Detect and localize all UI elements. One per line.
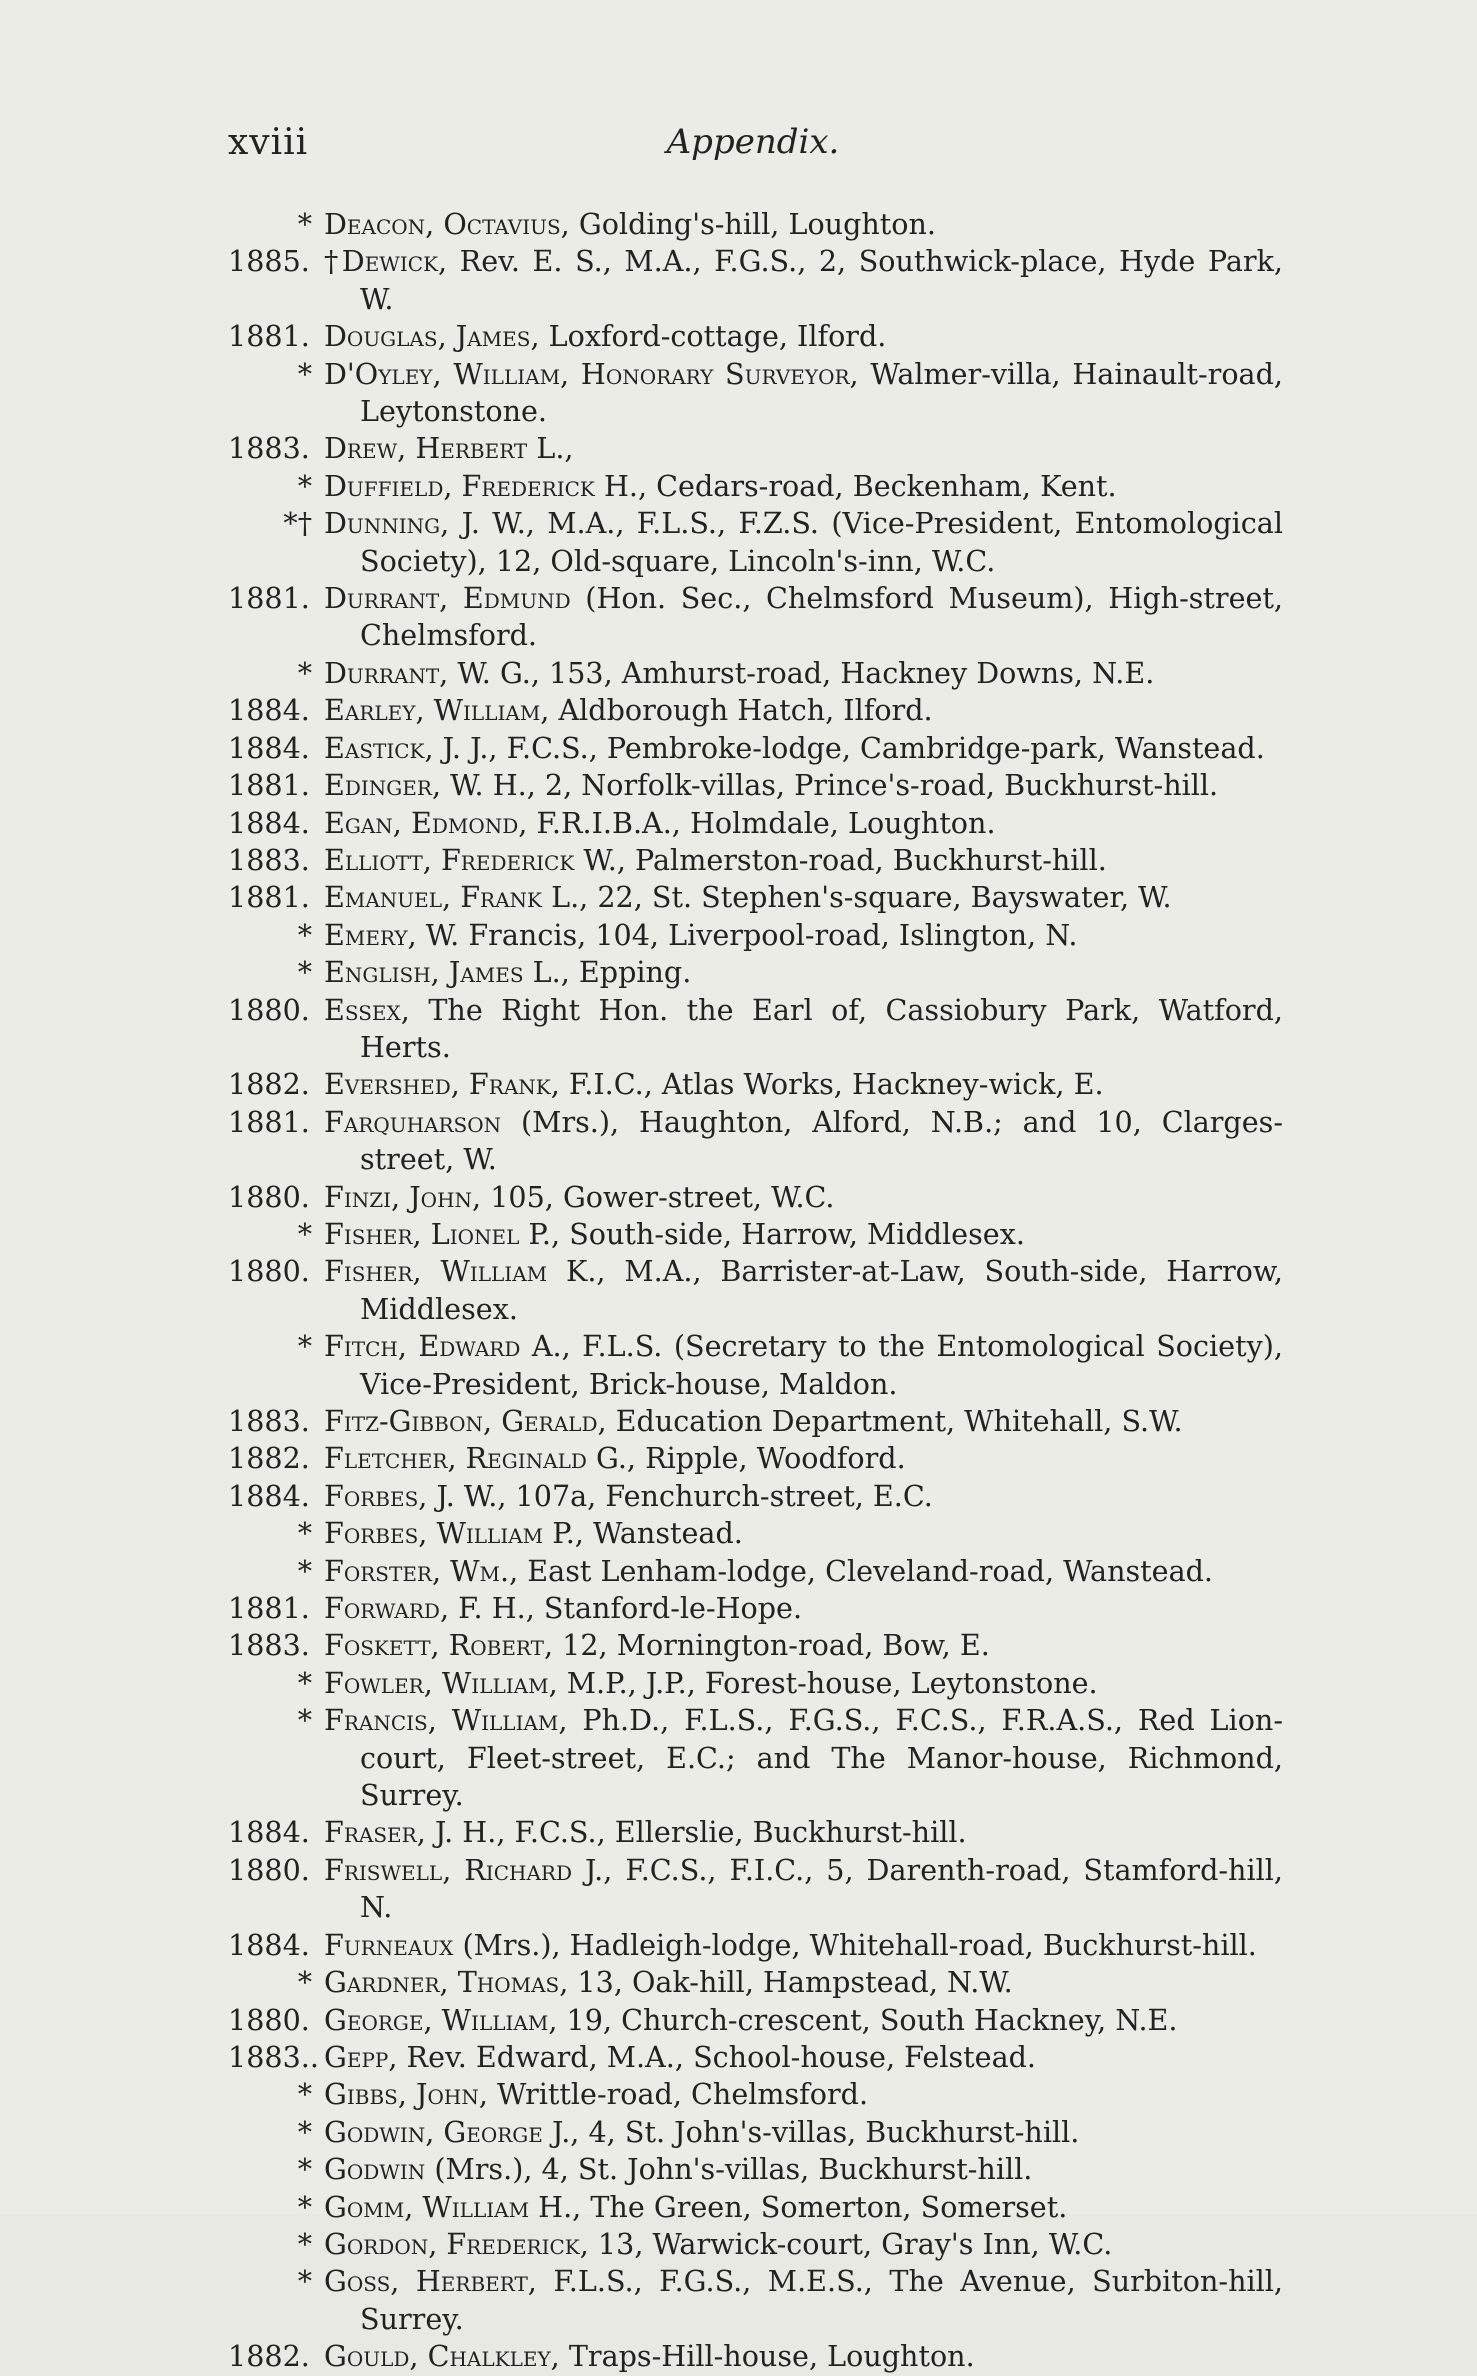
election-year: * — [297, 1965, 312, 2000]
member-text — [324, 1852, 1283, 1927]
member-name: Farquharson — [324, 1104, 502, 1139]
member-details: Education Department, Whitehall, S.W. — [606, 1404, 1183, 1438]
election-year: 1880. — [228, 2002, 310, 2037]
member-name: Fisher, William — [324, 1254, 548, 1289]
member-details: M.P., J.P., Forest-house, Leytonstone. — [557, 1665, 1098, 1700]
member-details: W. G., 153, Amhurst-road, Hackney Downs, N.E. — [448, 655, 1155, 690]
member-details: (Mrs.), Haughton, Alford, N.B.; and 10, Clarges-street, W. — [360, 1104, 1283, 1177]
member-name: Forbes, William — [324, 1516, 544, 1551]
member-text — [324, 1964, 1283, 2001]
member-text — [324, 1590, 1283, 1627]
election-year: 1880. — [228, 1852, 310, 1887]
member-entry — [218, 1590, 1283, 1627]
member-text — [324, 954, 1283, 991]
election-year: *† — [283, 506, 312, 541]
member-text — [324, 356, 1283, 431]
member-text — [324, 2039, 1283, 2076]
member-details: Writtle-road, Chelmsford. — [487, 2077, 869, 2112]
member-text — [324, 1216, 1283, 1253]
member-entry — [218, 1553, 1283, 1590]
election-year: 1883. — [228, 1404, 310, 1438]
member-name: Emery, — [324, 917, 417, 952]
member-entry — [218, 206, 1283, 243]
member-entry — [218, 1627, 1283, 1664]
member-text — [324, 505, 1283, 580]
member-name: English, James — [324, 955, 524, 990]
member-details: Traps-Hill-house, Loughton. — [559, 2339, 975, 2374]
member-name: Gomm, William — [324, 2189, 530, 2224]
member-details: L., 22, St. Stephen's-square, Bayswater, W. — [542, 880, 1172, 915]
member-name: Dewick, — [341, 244, 448, 279]
election-year: * — [297, 655, 312, 690]
member-entry — [218, 1478, 1283, 1515]
member-details: W., Palmerston-road, Buckhurst-hill. — [574, 842, 1107, 877]
member-name: Francis, William, — [324, 1703, 568, 1738]
member-entry — [218, 580, 1283, 655]
member-entry — [218, 1964, 1283, 2001]
member-entry — [218, 2076, 1283, 2113]
member-name: Essex, — [324, 992, 410, 1027]
member-entry — [218, 2114, 1283, 2151]
election-year: 1885. — [228, 244, 310, 279]
member-entry — [218, 805, 1283, 842]
member-text — [324, 2076, 1283, 2113]
member-entry — [218, 842, 1283, 879]
member-entry — [218, 2338, 1283, 2375]
member-details: J., F.C.S., F.I.C., 5, Darenth-road, Stamford-hill, N. — [360, 1852, 1283, 1925]
election-year: * — [297, 468, 312, 503]
election-year: 1884. — [228, 1478, 310, 1513]
member-name: Eastick, — [324, 730, 434, 765]
election-year: 1881. — [228, 319, 310, 354]
election-year: 1883. — [228, 431, 310, 466]
member-details: Rev. Edward, M.A., School-house, Felstead. — [397, 2039, 1037, 2074]
member-name: Durrant, Edmund — [324, 581, 571, 616]
member-name: Furneaux — [324, 1927, 454, 1962]
member-text — [324, 692, 1283, 729]
member-entry — [218, 505, 1283, 580]
member-text — [324, 468, 1283, 505]
member-text — [324, 655, 1283, 692]
member-name: Goss, Herbert, — [324, 2264, 537, 2299]
election-year: 1884. — [228, 730, 310, 765]
member-text — [324, 2263, 1283, 2338]
member-text — [324, 430, 1283, 467]
member-text — [324, 917, 1283, 954]
member-text — [324, 1927, 1283, 1964]
member-details: Ph.D., F.L.S., F.G.S., F.C.S., F.R.A.S., Red Lion-court, Fleet-street, E.C.; and The Manor-house, Richmond, Surrey. — [360, 1703, 1283, 1813]
member-entry — [218, 954, 1283, 991]
member-text — [324, 206, 1283, 243]
election-year: * — [297, 2189, 312, 2224]
member-name: George, William, — [324, 2002, 558, 2037]
member-details: (Mrs.), 4, St. John's-villas, Buckhurst-hill. — [425, 2152, 1033, 2187]
election-year: 1881. — [228, 581, 310, 616]
election-year: 1882. — [228, 1067, 310, 1102]
election-year: * — [297, 2152, 312, 2187]
member-entry — [218, 917, 1283, 954]
member-entry — [218, 430, 1283, 467]
member-text — [324, 1328, 1283, 1403]
member-name: Drew, Herbert — [324, 431, 528, 466]
member-entry — [218, 1104, 1283, 1179]
member-entry — [218, 992, 1283, 1067]
election-year: * — [297, 2114, 312, 2149]
member-entry — [218, 2002, 1283, 2039]
member-details: J. W., M.A., F.L.S., F.Z.S. (Vice-President, Entomological Society), 12, Old-square, Lincoln's-inn, W.C. — [360, 506, 1283, 578]
member-entry — [218, 1403, 1283, 1440]
member-text — [324, 805, 1283, 842]
member-text — [324, 1553, 1283, 1590]
election-year: 1881. — [228, 1591, 310, 1626]
member-name: D'Oyley, William, Honorary Surveyor, — [324, 356, 859, 391]
member-name: Forster, Wm., — [324, 1553, 519, 1588]
member-details: P., Wanstead. — [543, 1516, 743, 1551]
election-year: 1884. — [228, 693, 310, 728]
member-text — [324, 730, 1283, 767]
member-details: Loxford-cottage, Ilford. — [539, 319, 887, 354]
member-details: F. H., Stanford-le-Hope. — [449, 1591, 803, 1626]
member-details: F.L.S., F.G.S., M.E.S., The Avenue, Surbiton-hill, Surrey. — [360, 2264, 1284, 2336]
member-text — [324, 1814, 1283, 1851]
member-details: Golding's-hill, Loughton. — [569, 207, 937, 241]
member-text — [324, 580, 1283, 655]
election-year: 1883. — [228, 842, 310, 877]
member-name: Friswell, Richard — [324, 1852, 572, 1887]
member-name: Elliott, Frederick — [324, 842, 575, 877]
member-details: A., F.L.S. (Secretary to the Entomological Society), Vice-President, Brick-house, Maldon. — [360, 1329, 1283, 1401]
member-details: J. J., F.C.S., Pembroke-lodge, Cambridge-park, Wanstead. — [433, 730, 1265, 765]
member-name: Douglas, James, — [324, 319, 540, 354]
member-entry — [218, 1216, 1283, 1253]
member-text — [324, 243, 1283, 318]
member-details: 12, Mornington-road, Bow, E. — [553, 1628, 990, 1663]
member-details: J. W., 107a, Fenchurch-street, E.C. — [427, 1478, 933, 1513]
member-name: Dunning, — [324, 506, 450, 541]
member-name: Fitch, Edward — [324, 1329, 521, 1364]
member-name: Gould, Chalkley, — [324, 2339, 560, 2374]
member-name: Finzi, John, — [324, 1179, 482, 1214]
member-text — [324, 1179, 1283, 1216]
member-name: Foskett, Robert, — [324, 1628, 554, 1663]
election-year: 1884. — [228, 1815, 310, 1850]
election-year: * — [297, 2077, 312, 2112]
member-name: Gepp, — [324, 2039, 398, 2074]
member-text — [324, 1665, 1283, 1702]
member-text — [324, 1403, 1283, 1440]
member-entry — [218, 1179, 1283, 1216]
member-name: Duffield, Frederick — [324, 468, 595, 503]
member-text — [324, 1104, 1283, 1179]
member-details: H., The Green, Somerton, Somerset. — [529, 2189, 1068, 2224]
member-name: Forward, — [324, 1591, 450, 1626]
member-entry — [218, 1440, 1283, 1477]
election-year: 1881. — [228, 880, 310, 915]
election-year: * — [297, 207, 312, 241]
member-text — [324, 1627, 1283, 1664]
member-name: Fisher, Lionel — [324, 1216, 520, 1251]
member-entry — [218, 2226, 1283, 2263]
member-entry — [218, 356, 1283, 431]
member-entry — [218, 1852, 1283, 1927]
member-name: Deacon, Octavius, — [324, 207, 570, 241]
election-year: 1881. — [228, 1104, 310, 1139]
election-year: * — [297, 1553, 312, 1588]
member-text — [324, 1066, 1283, 1103]
member-name: Godwin — [324, 2152, 426, 2187]
member-text — [324, 2151, 1283, 2188]
member-text — [324, 2226, 1283, 2263]
member-text — [324, 318, 1283, 355]
member-entry — [218, 318, 1283, 355]
member-text — [324, 1478, 1283, 1515]
member-text — [324, 2002, 1283, 2039]
election-year: * — [297, 1516, 312, 1551]
member-entry — [218, 655, 1283, 692]
election-year: 1882. — [228, 2339, 310, 2374]
member-entry — [218, 1328, 1283, 1403]
election-year: * — [297, 1703, 312, 1738]
member-text — [324, 1440, 1283, 1477]
member-name: Fowler, William, — [324, 1665, 558, 1700]
member-name: Gibbs, John, — [324, 2077, 488, 2112]
member-name: Earley, William, — [324, 693, 550, 728]
election-year: 1880. — [228, 1254, 310, 1289]
member-name: Emanuel, Frank — [324, 880, 542, 915]
member-details: K., M.A., Barrister-at-Law, South-side, Harrow, Middlesex. — [360, 1254, 1283, 1326]
election-year: 1883. — [228, 1628, 310, 1663]
member-entry — [218, 243, 1283, 318]
member-entry — [218, 1927, 1283, 1964]
election-year: 1884. — [228, 805, 310, 840]
member-details: Rev. E. S., M.A., F.G.S., 2, Southwick-place, Hyde Park, W. — [360, 244, 1283, 316]
election-year: * — [297, 2264, 312, 2299]
member-details: L., — [527, 431, 574, 466]
member-details: G., Ripple, Woodford. — [586, 1441, 906, 1476]
member-entry — [218, 730, 1283, 767]
member-entry — [218, 1253, 1283, 1328]
member-details: W. Francis, 104, Liverpool-road, Islington, N. — [416, 917, 1078, 952]
member-list — [218, 206, 1283, 2376]
member-details: L., Epping. — [523, 955, 692, 990]
member-details: East Lenham-lodge, Cleveland-road, Wanstead. — [518, 1553, 1214, 1588]
election-year: * — [297, 955, 312, 990]
member-details: H., Cedars-road, Beckenham, Kent. — [594, 468, 1117, 503]
member-details: Walmer-villa, Hainault-road, Leytonstone. — [360, 356, 1283, 429]
member-entry — [218, 767, 1283, 804]
election-year: 1882. — [228, 1441, 310, 1476]
member-name: Fitz-Gibbon, Gerald, — [324, 1404, 607, 1438]
member-entry — [218, 2263, 1283, 2338]
member-details: J., 4, St. John's-villas, Buckhurst-hill. — [542, 2114, 1080, 2149]
election-year: * — [297, 1216, 312, 1251]
election-year: * — [297, 2226, 312, 2261]
member-entry — [218, 2039, 1283, 2076]
member-text — [324, 2338, 1283, 2375]
member-text — [324, 992, 1283, 1067]
member-name: Fletcher, Reginald — [324, 1441, 587, 1476]
member-entry — [218, 1665, 1283, 1702]
member-name: Egan, Edmond, — [324, 805, 528, 840]
election-year: 1880. — [228, 992, 310, 1027]
member-name: Evershed, Frank, — [324, 1067, 560, 1102]
member-name: Fraser, — [324, 1815, 426, 1850]
member-name: Gardner, Thomas, — [324, 1965, 569, 2000]
member-text — [324, 1253, 1283, 1328]
election-year: * — [297, 356, 312, 391]
member-details: F.I.C., Atlas Works, Hackney-wick, E. — [559, 1067, 1104, 1102]
election-year: 1881. — [228, 768, 310, 803]
member-name: Godwin, George — [324, 2114, 543, 2149]
member-entry — [218, 468, 1283, 505]
member-entry — [218, 1814, 1283, 1851]
election-year: 1880. — [228, 1179, 310, 1214]
election-year: 1883.. — [228, 2039, 319, 2074]
member-entry — [218, 1515, 1283, 1552]
member-text — [324, 879, 1283, 916]
member-entry — [218, 2189, 1283, 2226]
member-text — [324, 1702, 1283, 1814]
member-details: 105, Gower-street, W.C. — [481, 1179, 835, 1214]
member-name: Edinger, — [324, 768, 442, 803]
member-details: J. H., F.C.S., Ellerslie, Buckhurst-hill. — [425, 1815, 967, 1850]
member-details: (Mrs.), Hadleigh-lodge, Whitehall-road, Buckhurst-hill. — [453, 1927, 1257, 1962]
member-details: W. H., 2, Norfolk-villas, Prince's-road, Buckhurst-hill. — [441, 768, 1219, 803]
member-entry — [218, 692, 1283, 729]
member-entry — [218, 1702, 1283, 1814]
member-entry — [218, 2151, 1283, 2188]
member-text — [324, 2189, 1283, 2226]
member-name: Gordon, Frederick, — [324, 2226, 589, 2261]
election-year: * — [297, 917, 312, 952]
member-text — [324, 842, 1283, 879]
member-details: The Right Hon. the Earl of, Cassiobury Park, Watford, Herts. — [360, 992, 1283, 1064]
member-entry — [218, 1066, 1283, 1103]
member-text — [324, 2114, 1283, 2151]
member-details: F.R.I.B.A., Holmdale, Loughton. — [527, 805, 996, 840]
page-number: xviii — [228, 122, 309, 163]
member-text — [324, 1515, 1283, 1552]
member-details: (Hon. Sec., Chelmsford Museum), High-street, Chelmsford. — [360, 581, 1283, 653]
member-details: 19, Church-crescent, South Hackney, N.E. — [557, 2002, 1178, 2037]
page-header — [228, 122, 1278, 172]
member-name: Durrant, — [324, 655, 449, 690]
running-title: Appendix. — [666, 122, 840, 162]
member-details: Aldborough Hatch, Ilford. — [549, 693, 933, 728]
member-name: Forbes, — [324, 1478, 428, 1513]
member-details: 13, Warwick-court, Gray's Inn, W.C. — [588, 2226, 1113, 2261]
member-mark: † — [324, 244, 342, 279]
election-year: * — [297, 1329, 312, 1364]
member-details: 13, Oak-hill, Hampstead, N.W. — [568, 1965, 1013, 2000]
member-text — [324, 767, 1283, 804]
election-year: * — [297, 1665, 312, 1700]
member-details: P., South-side, Harrow, Middlesex. — [519, 1216, 1025, 1251]
election-year: 1884. — [228, 1927, 310, 1962]
member-entry — [218, 879, 1283, 916]
